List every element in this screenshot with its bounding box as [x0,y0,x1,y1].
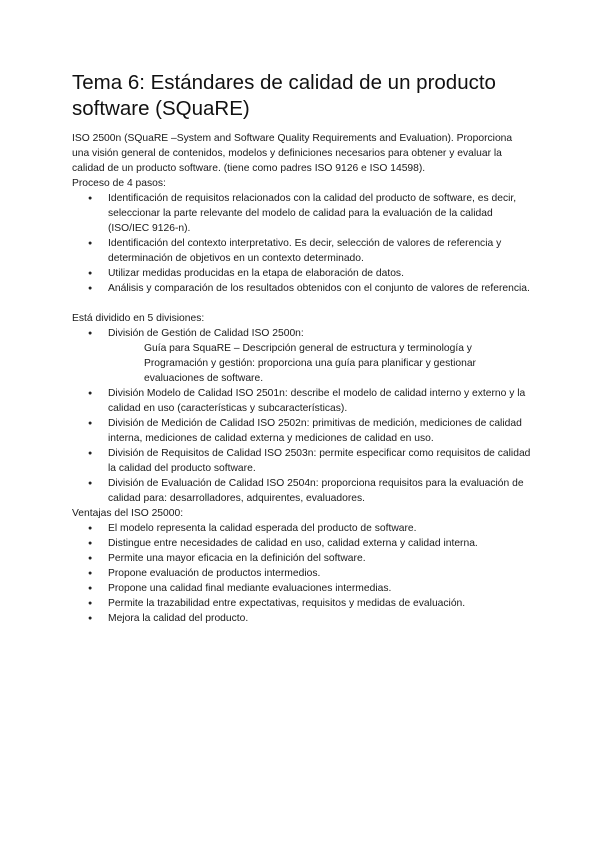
document-content [72,70,532,626]
list-item: ● División de Evaluación de Calidad ISO 2504n: proporciona requisitos para la evaluación de calidad para: desarrolladores, adquirentes, evaluadores. [72,476,532,506]
intro-paragraph: ISO 2500n (SQuaRE –System and Software Quality Requirements and Evaluation). Proporciona una visión general de contenidos, modelos y definiciones necesarios para obtener y evaluar la calidad de un producto software. (tiene como padres ISO 9126 e ISO 14598). [72,133,513,174]
divisiones-list [72,326,532,341]
spacer [72,296,532,311]
list-item: ● Identificación de requisitos relacionados con la calidad del producto de software, es decir, seleccionar la parte relevante del modelo de calidad para la evaluación de la calidad (ISO/IEC 9126-n). [72,191,532,236]
list-item: ● Mejora la calidad del producto. [72,611,532,626]
page-title: Tema 6: Estándares de calidad de un producto software (SQuaRE) [72,71,496,120]
list-item: ● Distingue entre necesidades de calidad en uso, calidad externa y calidad interna. [72,536,532,551]
list-item: ● Propone una calidad final mediante evaluaciones intermedias. [72,581,532,596]
list-item: ● Propone evaluación de productos intermedios. [72,566,532,581]
list-item: ● Identificación del contexto interpretativo. Es decir, selección de valores de referencia y determinación de objetivos en un contexto determinado. [72,236,532,266]
proceso-list [72,191,532,296]
divisiones-heading: Está dividido en 5 divisiones: [72,313,205,324]
list-item: ● División Modelo de Calidad ISO 2501n: describe el modelo de calidad interno y externo y la calidad en uso (características y subcaracterísticas). [72,386,532,416]
list-item: ● División de Gestión de Calidad ISO 2500n: [72,326,532,341]
list-item: ● Análisis y comparación de los resultados obtenidos con el conjunto de valores de referencia. [72,281,532,296]
proceso-heading: Proceso de 4 pasos: [72,178,166,189]
ventajas-list [72,521,532,626]
list-item: ● Permite una mayor eficacia en la definición del software. [72,551,532,566]
list-item: ● Permite la trazabilidad entre expectativas, requisitos y medidas de evaluación. [72,596,532,611]
list-item: ● Utilizar medidas producidas en la etapa de elaboración de datos. [72,266,532,281]
ventajas-heading: Ventajas del ISO 25000: [72,508,184,519]
list-item: ● División de Medición de Calidad ISO 2502n: primitivas de medición, mediciones de calidad interna, mediciones de calidad externa y mediciones de calidad en uso. [72,416,532,446]
divisiones-list-cont [72,386,532,506]
list-item: ● El modelo representa la calidad esperada del producto de software. [72,521,532,536]
list-item: ● División de Requisitos de Calidad ISO 2503n: permite especificar como requisitos de calidad la calidad del producto software. [72,446,532,476]
sub-item: Guía para SquaRE – Descripción general de estructura y terminología y Programación y gestión: proporciona una guía para planificar y gestionar evaluaciones de software. [144,343,476,384]
